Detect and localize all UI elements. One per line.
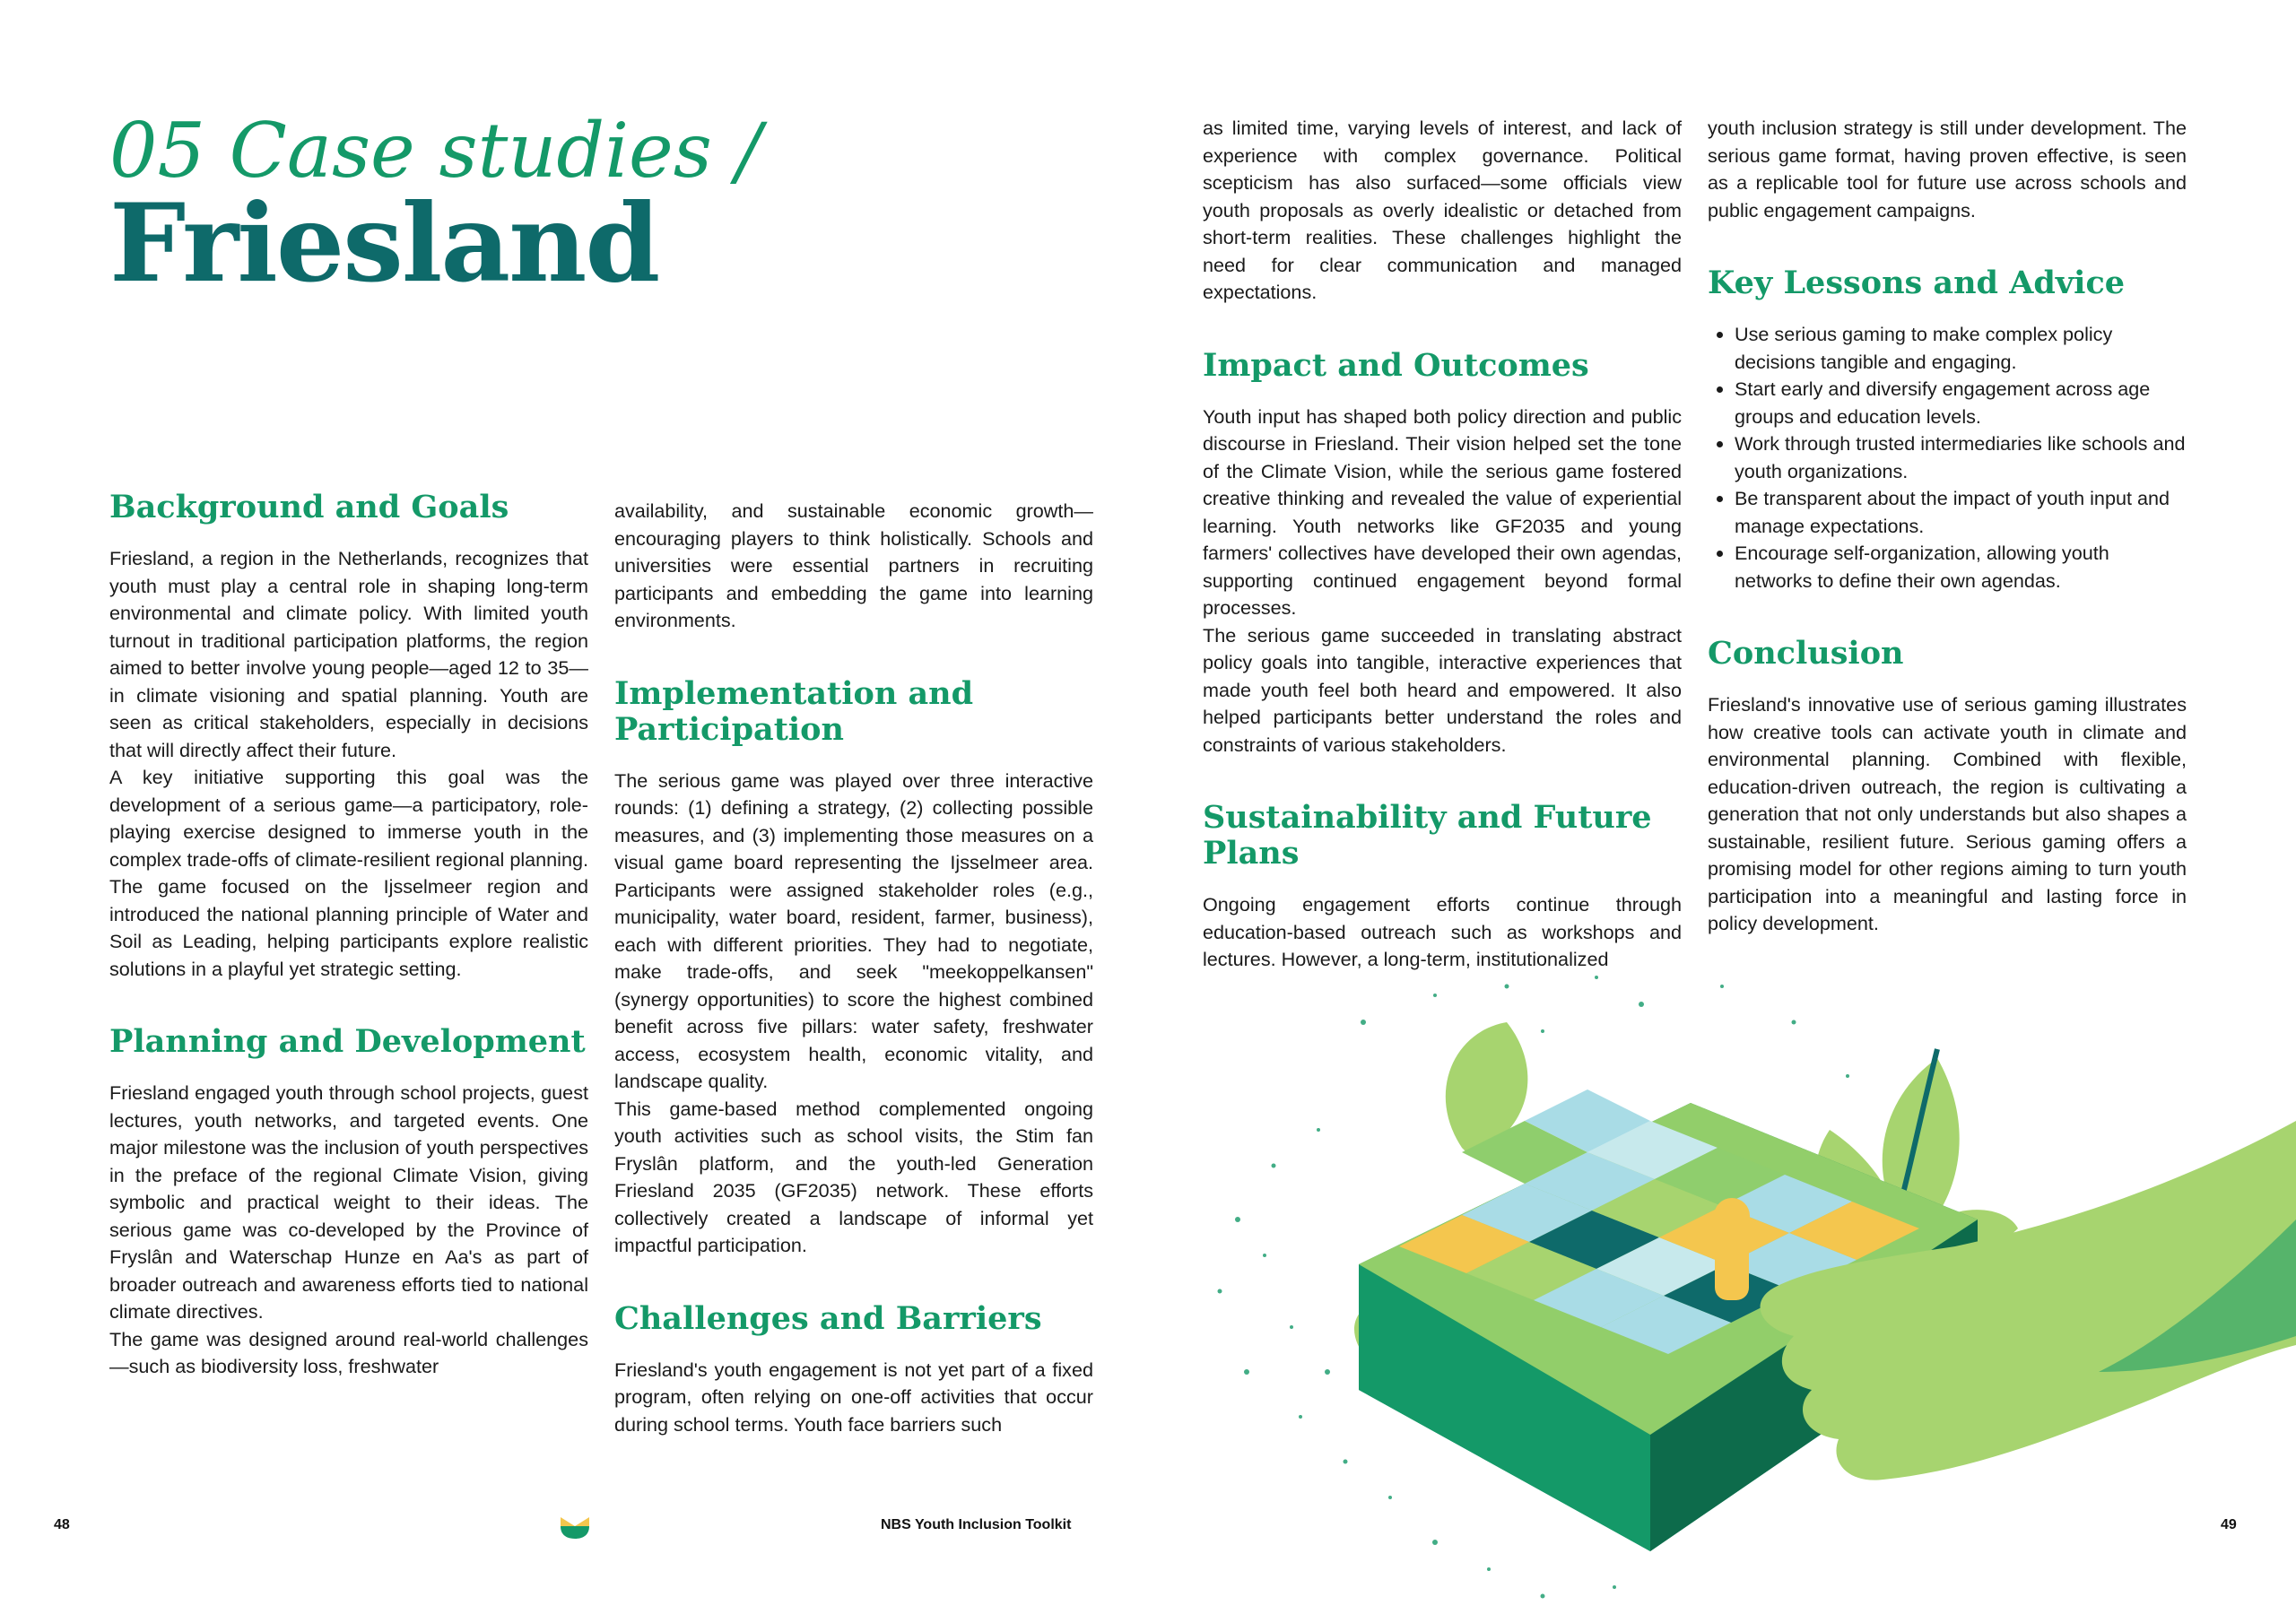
list-item: • Work through trusted intermediaries like schools and youth organizations.: [1735, 430, 2187, 485]
paragraph: A key initiative supporting this goal was the development of a serious game—a participatory, role-playing exercise designed to immerse youth in the complex trade-offs of climate-resilient regional planning. The game focused on the Ijsselmeer region and introduced the national planning principle of Water and Soil as Leading, helping participants explore realistic solutions in a playful yet strategic setting.: [109, 766, 588, 980]
paragraph: The serious game was played over three interactive rounds: (1) defining a strategy, (2) collecting possible measures, and (3) implementing those measures on a visual game board representing the Ijsselmeer area. Participants were assigned stakeholder roles (e.g., municipality, water board, resident, farmer, business), each with different priorities. They had to negotiate, make trade-offs, and seek "meekoppelkansen" (synergy opportunities) to score the highest combined benefit across five pillars: water safety, freshwater access, ecosystem health, economic vitality, and landscape quality.: [614, 768, 1093, 1092]
heading-impact-outcomes: Impact and Outcomes: [1203, 346, 1589, 384]
title-prefix: 05 Case studies /: [109, 107, 761, 195]
heading-implementation-participation: Implementation and Participation: [614, 674, 974, 748]
list-item: • Encourage self-organization, allowing youth networks to define their own agendas.: [1735, 540, 2187, 595]
paragraph: Friesland's youth engagement is not yet part of a fixed program, often relying on one-off activities that occur during school terms. Youth face barriers such: [614, 1358, 1093, 1436]
paragraph: youth inclusion strategy is still under development. The serious game format, having proven effective, is seen as a replicable tool for future use across schools and public engagement campaigns.: [1708, 117, 2187, 221]
toolkit-name: NBS Youth Inclusion Toolkit: [881, 1517, 1072, 1532]
left-column-2: [614, 498, 1093, 1438]
right-column-2: [1708, 115, 2187, 938]
paragraph: Friesland engaged youth through school projects, guest lectures, youth networks, and targeted events. One major milestone was the inclusion of youth perspectives in the preface of the regional Climate Vision, giving symbolic and practical weight to their ideas. The serious game was co-developed by the Province of Fryslân and Waterschap Hunze en Aa's as part of broader outreach and awareness efforts tied to national climate directives.: [109, 1081, 588, 1323]
heading-conclusion: Conclusion: [1708, 635, 1904, 672]
heading-challenges-barriers: Challenges and Barriers: [614, 1299, 1042, 1337]
page-number-left: 48: [54, 1517, 70, 1532]
right-column-1: [1203, 115, 1682, 974]
list-item: • Start early and diversify engagement across age groups and education levels.: [1735, 376, 2187, 430]
paragraph: This game-based method complemented ongoing youth activities such as school visits, the Stim fan Fryslân platform, and the youth-led Generation Friesland 2035 (GF2035) network. These efforts collectively created a landscape of informal yet impactful participation.: [614, 1097, 1093, 1256]
paragraph: Youth input has shaped both policy direction and public discourse in Friesland. Their vision helped set the tone of the Climate Vision, while the serious game fostered creative thinking and revealed the value of experiential learning. Youth networks like GF2035 and young farmers' collectives have developed their own agendas, supporting continued engagement beyond formal processes.: [1203, 404, 1682, 619]
list-item: • Be transparent about the impact of youth input and manage expectations.: [1735, 485, 2187, 540]
paragraph: The game was designed around real-world challenges—such as biodiversity loss, freshwater: [109, 1327, 588, 1377]
game-board-illustration: [1166, 950, 2296, 1614]
paragraph: Friesland, a region in the Netherlands, recognizes that youth must play a central role in shaping long-term environmental and climate policy. With limited youth turnout in traditional participation platforms, the region aimed to better involve young people—aged 12 to 35—in climate visioning and spatial planning. Youth are seen as critical stakeholders, especially in decisions that will directly affect their future.: [109, 547, 588, 761]
heading-planning-development: Planning and Development: [109, 1023, 586, 1060]
paragraph: Friesland's innovative use of serious gaming illustrates how creative tools can activate youth in climate and environmental planning. Combined with flexible, education-driven outreach, the region is cultivating a generation that not only understands but also shapes a sustainable, resilient future. Serious gaming offers a promising model for other regions aiming to turn youth participation into a meaningful and lasting force in policy development.: [1708, 693, 2187, 934]
paragraph: Ongoing engagement efforts continue through education-based outreach such as workshops and lectures. However, a long-term, institutionalized: [1203, 893, 1682, 970]
paragraph: availability, and sustainable economic growth—encouraging players to think holistically. Schools and universities were essential partners in recruiting participants and embedding the game into learning environments.: [614, 499, 1093, 631]
paragraph: The serious game succeeded in translating abstract policy goals into tangible, interactive experiences that made youth feel both heard and empowered. It also helped participants better understand the roles and constraints of various stakeholders.: [1203, 623, 1682, 756]
page-title: Friesland: [109, 180, 659, 307]
list-item: • Use serious gaming to make complex policy decisions tangible and engaging.: [1735, 321, 2187, 376]
heading-background-goals: Background and Goals: [109, 489, 509, 525]
toolkit-logo-icon: [560, 1515, 590, 1539]
heading-sustainability-future: Sustainability and Future Plans: [1203, 799, 1652, 872]
page-number-right: 49: [2221, 1517, 2237, 1532]
lessons-list: [1708, 321, 2187, 595]
paragraph: as limited time, varying levels of interest, and lack of experience with complex governance. Political scepticism has also surfaced—some officials view youth proposals as overly idealistic or detached from short-term realities. These challenges highlight the need for clear communication and managed expectations.: [1203, 117, 1682, 303]
heading-key-lessons: Key Lessons and Advice: [1708, 265, 2126, 301]
left-column-1: [109, 490, 588, 1381]
